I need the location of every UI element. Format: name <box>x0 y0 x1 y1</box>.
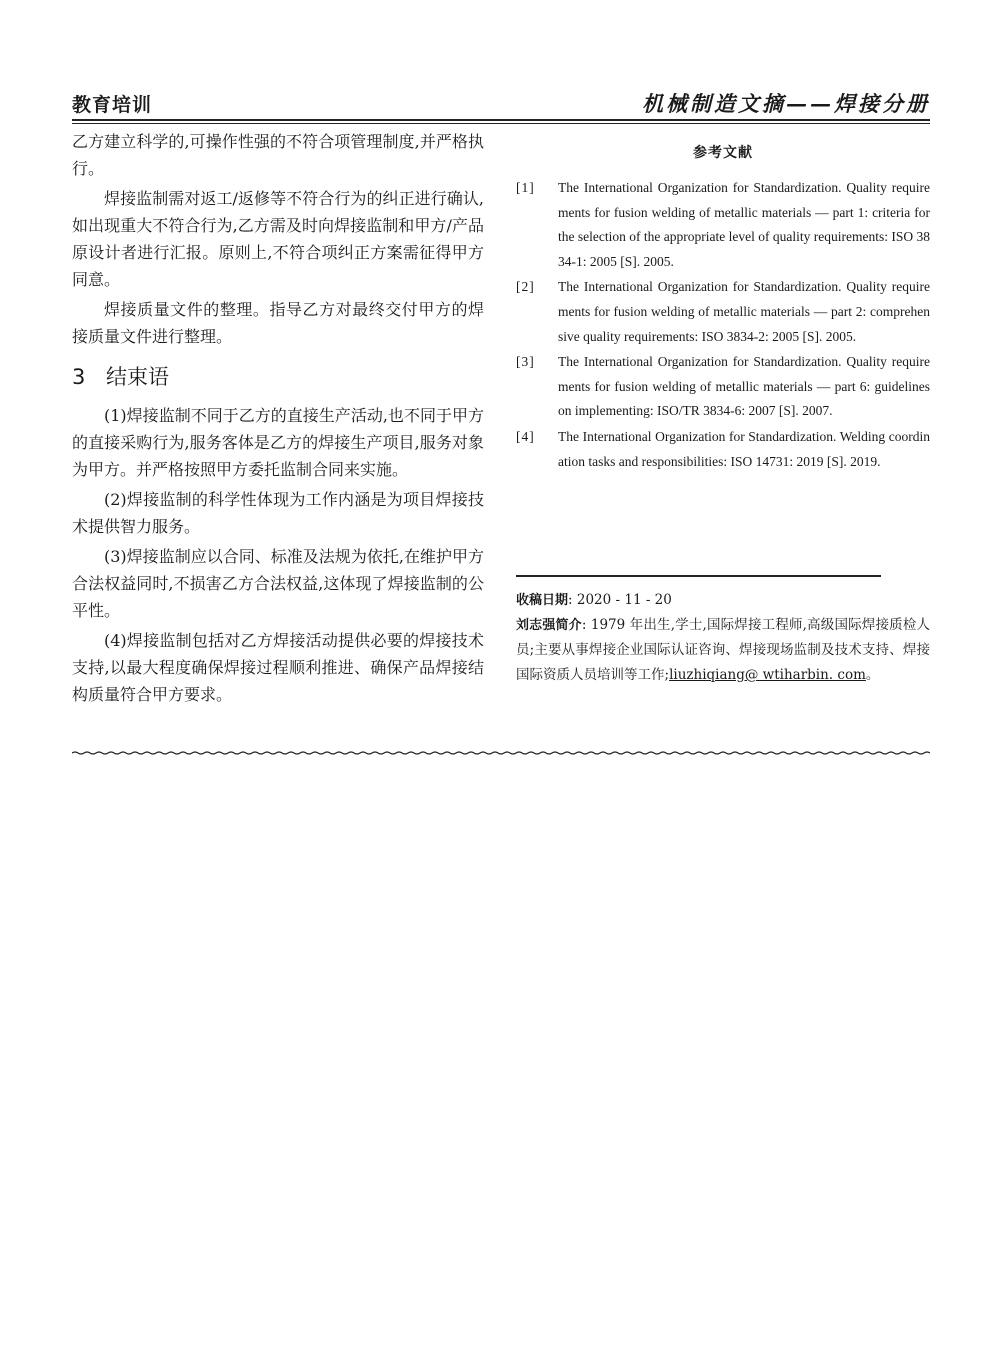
reference-text: The International Organization for Standardization. Welding coordination tasks and responsibilities: ISO 14731: 2019 [S]. 2019. <box>558 428 930 469</box>
conclusion-item: (1)焊接监制不同于乙方的直接生产活动,也不同于甲方的直接采购行为,服务客体是乙方的焊接生产项目,服务对象为甲方。并严格按照甲方委托监制合同来实施。 <box>72 406 484 479</box>
conclusion-item: (3)焊接监制应以合同、标准及法规为依托,在维护甲方合法权益同时,不损害乙方合法权益,这体现了焊接监制的公平性。 <box>72 547 484 620</box>
reference-item <box>516 350 930 424</box>
journal-title: 机械制造文摘——焊接分册 <box>642 91 930 116</box>
footnote-divider <box>516 575 881 577</box>
paragraph: 乙方建立科学的,可操作性强的不符合项管理制度,并严格执行。 <box>72 132 484 178</box>
reference-text: The International Organization for Standardization. Quality requirements for fusion welding of metallic materials — part 6: guidelines on implementing: ISO/TR 3834-6: 2007 [S]. 2007. <box>558 354 930 419</box>
author-label: 刘志强简介 <box>516 618 582 633</box>
section-heading <box>72 364 484 391</box>
reference-number: [3] <box>516 354 535 370</box>
received-label: 收稿日期 <box>516 593 569 608</box>
reference-item <box>516 275 930 349</box>
author-note: 刘志强简介: 1979 年出生,学士,国际焊接工程师,高级国际焊接质检人员;主要从事焊接企业国际认证咨询、焊接现场监制及技术支持、焊接国际资质人员培训等工作;liuzhiqiang@ wtiharbin. com。 <box>516 617 930 683</box>
references-title: 参考文献 <box>693 145 753 161</box>
footnotes <box>516 588 930 688</box>
header-rule <box>72 119 930 121</box>
left-column <box>72 128 484 711</box>
author-email-link[interactable]: liuzhiqiang@ wtiharbin. com <box>669 667 866 683</box>
received-value: 2020 - 11 - 20 <box>576 592 672 608</box>
conclusion-item: (2)焊接监制的科学性体现为工作内涵是为项目焊接技术提供智力服务。 <box>72 490 484 536</box>
reference-item <box>516 425 930 474</box>
references-column <box>516 142 930 475</box>
received-date: 收稿日期: 2020 - 11 - 20 <box>516 592 672 608</box>
running-header <box>72 86 930 120</box>
paragraph: 焊接质量文件的整理。指导乙方对最终交付甲方的焊接质量文件进行整理。 <box>72 300 484 346</box>
reference-number: [4] <box>516 428 535 444</box>
reference-number: [2] <box>516 279 535 295</box>
reference-number: [1] <box>516 180 535 195</box>
section-label: 教育培训 <box>72 94 153 116</box>
wavy-divider <box>72 748 930 758</box>
reference-text: The International Organization for Standardization. Quality requirements for fusion welding of metallic materials — part 2: comprehensive quality requirements: ISO 3834-2: 2005 [S]. 2005. <box>558 279 930 344</box>
reference-item <box>516 176 930 274</box>
header-rule-thin <box>72 123 930 124</box>
conclusion-item: (4)焊接监制包括对乙方焊接活动提供必要的焊接技术支持,以最大程度确保焊接过程顺利推进、确保产品焊接结构质量符合甲方要求。 <box>72 631 484 704</box>
section-number: 3 <box>72 365 86 389</box>
reference-text: The International Organization for Standardization. Quality requirements for fusion welding of metallic materials — part 1: criteria for the selection of the appropriate level of quality requirements: ISO 3834-1: 2005 [S]. 2005. <box>558 180 930 269</box>
paragraph: 焊接监制需对返工/返修等不符合行为的纠正进行确认,如出现重大不符合行为,乙方需及时向焊接监制和甲方/产品原设计者进行汇报。原则上,不符合项纠正方案需征得甲方同意。 <box>72 189 484 289</box>
author-bio: 1979 年出生,学士,国际焊接工程师,高级国际焊接质检人员;主要从事焊接企业国际认证咨询、焊接现场监制及技术支持、焊接国际资质人员培训等工作; <box>516 617 930 683</box>
end-mark: 。 <box>865 667 880 683</box>
section-title: 结束语 <box>106 365 169 389</box>
